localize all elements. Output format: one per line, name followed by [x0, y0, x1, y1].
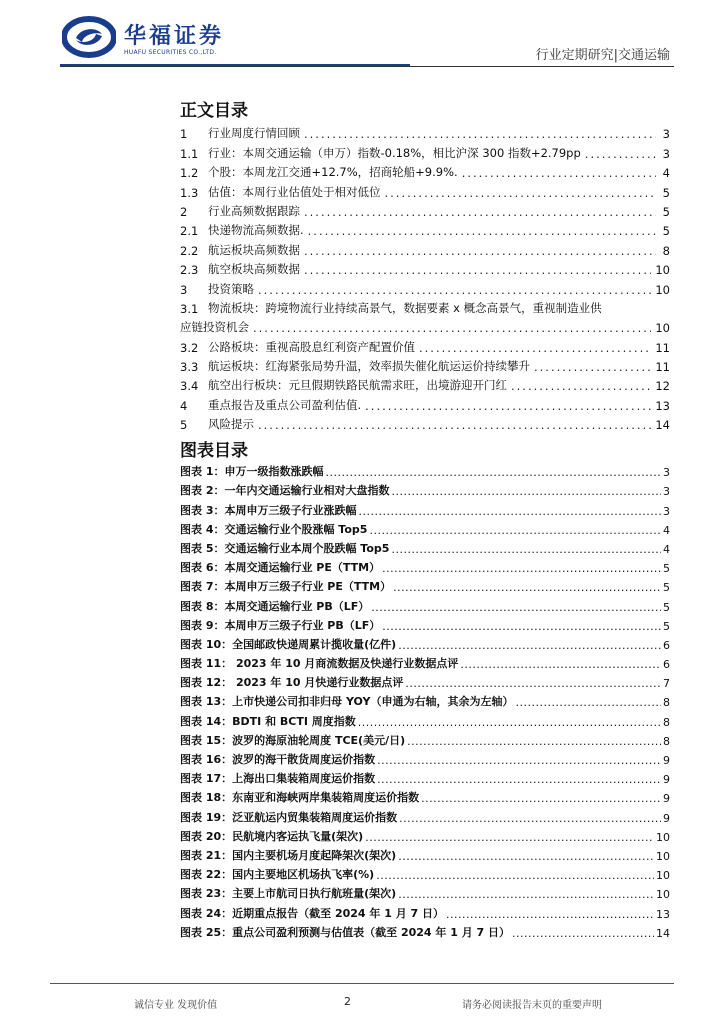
- figure-entry[interactable]: [180, 844, 670, 863]
- figure-entry[interactable]: [180, 786, 670, 805]
- logo-chinese-name: 华福证券: [124, 24, 225, 49]
- figure-leader-dots: [382, 620, 661, 633]
- toc-entry-number: 4: [180, 398, 188, 413]
- toc-entry-page: 14: [655, 418, 670, 433]
- toc-leader-dots: [462, 166, 656, 180]
- toc-entry-number: 1.2: [180, 166, 199, 181]
- toc-entry-page: 5: [662, 185, 670, 200]
- figure-entry-page: 3: [663, 485, 670, 499]
- figure-leader-dots: [405, 677, 661, 690]
- toc-entry-title: 公路板块：重视高股息红利资产配置价值: [208, 339, 415, 354]
- figure-entry[interactable]: [180, 863, 670, 882]
- toc-entry-continuation[interactable]: [180, 316, 670, 335]
- toc-entry-title: 风险提示: [208, 417, 254, 432]
- header-accent-divider: [60, 64, 410, 66]
- figure-leader-dots: [393, 581, 661, 594]
- figure-leader-dots: [325, 466, 661, 479]
- report-category: 行业定期研究|交通运输: [535, 48, 670, 63]
- figure-entry-title: 图表 11： 2023 年 10 月商流数据及快递行业数据点评: [180, 657, 459, 671]
- logo-english-name: HUAFU SECURITIES CO.,LTD.: [124, 49, 217, 56]
- footer-divider: [50, 983, 674, 984]
- figure-entry-title: 图表 5：交通运输行业本周个股跌幅 Top5: [180, 541, 390, 555]
- toc-entry-number: 3.4: [180, 379, 199, 394]
- figure-entry-title: 图表 25：重点公司盈利预测与估值表（截至 2024 年 1 月 7 日）: [180, 925, 511, 939]
- figure-entry-page: 5: [663, 600, 670, 614]
- figure-entry[interactable]: [180, 556, 670, 575]
- footer-slogan: 诚信专业 发现价值: [134, 1000, 218, 1011]
- figure-entry-page: 9: [663, 792, 670, 806]
- figure-entry[interactable]: [180, 671, 670, 690]
- figure-entry-page: 9: [663, 811, 670, 825]
- toc-entry-title: 航空板块高频数据: [208, 262, 300, 277]
- figure-leader-dots: [398, 888, 654, 901]
- toc-entry-number: 3.2: [180, 340, 199, 355]
- figure-entry[interactable]: [180, 537, 670, 556]
- toc-entry-title: 估值：本周行业估值处于相对低位: [208, 184, 381, 199]
- header-divider: [60, 66, 674, 67]
- figure-entry-title: 图表 4：交通运输行业个股涨幅 Top5: [180, 522, 368, 536]
- figure-entry-title: 图表 17：上海出口集装箱周度运价指数: [180, 772, 376, 786]
- figure-entry-title: 图表 9：本周申万三级子行业 PB（LF）: [180, 618, 381, 632]
- toc-entry[interactable]: [180, 413, 670, 432]
- toc-leader-dots: [308, 224, 656, 238]
- figure-entry-title: 图表 16：波罗的海干散货周度运价指数: [180, 753, 376, 766]
- figure-entry[interactable]: [180, 805, 670, 824]
- figure-entry[interactable]: [180, 652, 670, 671]
- figure-leader-dots: [421, 792, 661, 805]
- figure-entry-page: 10: [656, 849, 670, 863]
- figure-leader-dots: [399, 812, 661, 825]
- figure-entry[interactable]: [180, 479, 670, 498]
- toc-entry[interactable]: [180, 297, 670, 316]
- figure-leader-dots: [512, 927, 654, 940]
- toc-heading: 正文目录: [180, 101, 248, 121]
- figure-entry-title: 图表 19：泛亚航运内贸集装箱周度运价指数: [180, 810, 398, 824]
- figure-entry-page: 4: [663, 523, 670, 537]
- figure-entry-page: 6: [663, 638, 670, 652]
- figure-leader-dots: [391, 485, 661, 498]
- figure-entry[interactable]: [180, 882, 670, 901]
- figure-leader-dots: [446, 908, 654, 921]
- toc-entry[interactable]: [180, 277, 670, 296]
- figure-entry-title: 图表 10：全国邮政快递周累计揽收量(亿件): [180, 637, 397, 651]
- figure-entry[interactable]: [180, 614, 670, 633]
- toc-entry-number: 2: [180, 204, 188, 219]
- toc-entry[interactable]: [180, 335, 670, 354]
- figure-leader-dots: [460, 658, 661, 671]
- table-of-contents: [180, 122, 670, 432]
- figure-list: [180, 460, 670, 940]
- toc-leader-dots: [585, 147, 656, 161]
- toc-entry[interactable]: [180, 180, 670, 199]
- toc-entry-page: 12: [655, 379, 670, 394]
- toc-leader-dots: [365, 399, 651, 413]
- toc-entry-number: 3.1: [180, 301, 199, 316]
- figure-leader-dots: [365, 831, 654, 844]
- toc-entry-title: 投资策略: [208, 281, 254, 296]
- figure-entry[interactable]: [180, 767, 670, 786]
- figure-entry[interactable]: [180, 594, 670, 613]
- figure-entry-page: 5: [663, 619, 670, 633]
- toc-entry-page: 5: [662, 204, 670, 219]
- figure-entry-page: 5: [663, 581, 670, 595]
- figure-entry-title: 图表 23：主要上市航司日执行航班量(架次): [180, 887, 397, 901]
- figure-entry[interactable]: [180, 748, 670, 767]
- figure-entry[interactable]: [180, 633, 670, 652]
- figure-leader-dots: [377, 754, 661, 767]
- figure-entry[interactable]: [180, 825, 670, 844]
- figure-entry-title: 图表 15：波罗的海原油轮周度 TCE(美元/日): [180, 733, 406, 747]
- huafu-logo-icon: [62, 16, 116, 58]
- toc-leader-dots: [385, 186, 657, 200]
- figure-entry-page: 5: [663, 562, 670, 576]
- toc-leader-dots: [253, 321, 651, 335]
- footer-disclaimer: 请务必阅读报告末页的重要声明: [462, 1000, 602, 1011]
- toc-entry-number: 1.1: [180, 146, 199, 161]
- toc-entry-number: 2.3: [180, 263, 199, 278]
- toc-leader-dots: [511, 379, 651, 393]
- toc-leader-dots: [304, 263, 651, 277]
- toc-entry-number: 2.1: [180, 224, 199, 239]
- figure-leader-dots: [376, 869, 654, 882]
- figure-entry-title: 图表 24：近期重点报告（截至 2024 年 1 月 7 日）: [180, 906, 445, 920]
- figure-entry-page: 10: [656, 869, 670, 883]
- figure-entry-page: 10: [656, 888, 670, 902]
- toc-entry[interactable]: [180, 141, 670, 160]
- figure-entry-title: 图表 8：本周交通运输行业 PB（LF）: [180, 599, 370, 613]
- figure-entry-title: 图表 3：本周申万三级子行业涨跌幅: [180, 503, 357, 517]
- toc-entry-number: 3: [180, 282, 188, 297]
- toc-leader-dots: [258, 283, 651, 297]
- toc-entry-page: 13: [655, 398, 670, 413]
- company-logo: [62, 16, 242, 62]
- figure-leader-dots: [369, 524, 661, 537]
- figure-leader-dots: [377, 773, 661, 786]
- toc-entry-number: 3.3: [180, 360, 199, 375]
- toc-entry-page: 10: [655, 263, 670, 278]
- toc-entry[interactable]: [180, 393, 670, 412]
- figure-entry-page: 6: [663, 658, 670, 672]
- toc-entry-page: 11: [655, 340, 670, 355]
- figure-entry-title: 图表 12： 2023 年 10 月快递行业数据点评: [180, 676, 404, 690]
- toc-entry[interactable]: [180, 238, 670, 257]
- figure-entry-page: 3: [663, 504, 670, 518]
- toc-entry-title: 航运板块高频数据: [208, 242, 300, 257]
- figure-entry-title: 图表 21：国内主要机场月度起降架次(架次): [180, 848, 397, 862]
- toc-leader-dots: [304, 205, 656, 219]
- toc-entry-title: 航运板块：红海紧张局势升温，效率损失催化航运运价持续攀升: [208, 359, 530, 374]
- toc-entry[interactable]: [180, 161, 670, 180]
- toc-entry-page: 4: [662, 166, 670, 181]
- figure-entry[interactable]: [180, 498, 670, 517]
- toc-entry-number: 1: [180, 127, 188, 142]
- figure-leader-dots: [398, 850, 654, 863]
- figure-entry-title: 图表 6：本周交通运输行业 PE（TTM）: [180, 561, 381, 575]
- toc-entry-title: 行业高频数据跟踪: [208, 203, 300, 218]
- toc-entry-page: 8: [662, 243, 670, 258]
- toc-entry-title: 个股：本周龙江交通+12.7%，招商轮船+9.9%.: [208, 165, 458, 180]
- page-number: 2: [344, 995, 351, 1008]
- toc-entry-title: 重点报告及重点公司盈利估值.: [208, 397, 362, 412]
- toc-leader-dots: [258, 418, 651, 432]
- figure-entry-title: 图表 20：民航境内客运执飞量(架次): [180, 829, 364, 843]
- figure-leader-dots: [398, 639, 661, 652]
- figure-entry-title: 图表 18：东南亚和海峡两岸集装箱周度运价指数: [180, 791, 420, 805]
- figure-leader-dots: [407, 735, 661, 748]
- figure-entry-page: 9: [663, 773, 670, 787]
- toc-entry-page: 11: [655, 360, 670, 375]
- toc-leader-dots: [304, 127, 656, 141]
- figure-entry-page: 8: [663, 715, 670, 729]
- figure-leader-dots: [371, 601, 661, 614]
- figure-entry-title: 图表 13：上市快递公司扣非归母 YOY（申通为右轴，其余为左轴）: [180, 695, 514, 709]
- figure-leader-dots: [391, 543, 661, 556]
- figure-entry-title: 图表 22：国内主要地区机场执飞率(%): [180, 868, 375, 882]
- figure-entry-page: 9: [663, 754, 670, 767]
- figure-entry-page: 14: [656, 926, 670, 940]
- toc-entry[interactable]: [180, 374, 670, 393]
- toc-entry-title: 快递物流高频数据.: [208, 223, 304, 238]
- figure-entry-title: 图表 14：BDTI 和 BCTI 周度指数: [180, 714, 356, 728]
- figure-entry-page: 4: [663, 542, 670, 556]
- toc-entry-title: 物流板块：跨境物流行业持续高景气，数据要素 x 概念高景气，重视制造业供: [208, 300, 602, 315]
- figure-leader-dots: [358, 505, 661, 518]
- toc-entry-title-cont: 应链投资机会: [180, 320, 249, 335]
- figure-leader-dots: [515, 696, 661, 709]
- figure-entry[interactable]: [180, 518, 670, 537]
- figure-entry[interactable]: [180, 729, 670, 748]
- figure-entry[interactable]: [180, 575, 670, 594]
- toc-entry-page: 5: [662, 224, 670, 239]
- figure-entry[interactable]: [180, 709, 670, 728]
- toc-entry[interactable]: [180, 122, 670, 141]
- figure-entry-page: 8: [663, 696, 670, 710]
- toc-entry-title: 航空出行板块：元旦假期铁路民航需求旺，出境游迎开门红: [208, 378, 507, 393]
- figure-entry-page: 7: [663, 677, 670, 691]
- figure-entry-title: 图表 2：一年内交通运输行业相对大盘指数: [180, 484, 390, 498]
- figure-list-heading: 图表目录: [180, 441, 248, 461]
- figure-leader-dots: [358, 716, 661, 729]
- toc-entry-page: 3: [662, 127, 670, 142]
- toc-entry[interactable]: [180, 258, 670, 277]
- figure-entry-title: 图表 7：本周申万三级子行业 PE（TTM）: [180, 580, 392, 594]
- toc-entry-title: 行业周度行情回顾: [208, 126, 300, 141]
- figure-entry-page: 3: [663, 466, 670, 480]
- figure-leader-dots: [382, 562, 661, 575]
- figure-entry[interactable]: [180, 690, 670, 709]
- toc-entry[interactable]: [180, 355, 670, 374]
- toc-leader-dots: [419, 341, 651, 355]
- figure-entry[interactable]: [180, 460, 670, 479]
- figure-entry[interactable]: [180, 921, 670, 940]
- toc-entry-title: 行业：本周交通运输（申万）指数-0.18%，相比沪深 300 指数+2.79pp: [208, 145, 581, 160]
- toc-entry-number: 2.2: [180, 243, 199, 258]
- toc-entry-page: 3: [662, 146, 670, 161]
- toc-leader-dots: [304, 244, 656, 258]
- toc-leader-dots: [534, 360, 651, 374]
- toc-entry-number: 1.3: [180, 185, 199, 200]
- figure-entry-page: 10: [656, 830, 670, 844]
- toc-entry-page: 10: [655, 282, 670, 297]
- toc-entry-number: 5: [180, 418, 188, 433]
- toc-entry[interactable]: [180, 200, 670, 219]
- figure-entry-page: 8: [663, 734, 670, 748]
- figure-entry[interactable]: [180, 901, 670, 920]
- toc-entry[interactable]: [180, 219, 670, 238]
- figure-entry-page: 13: [656, 907, 670, 921]
- toc-entry-page: 10: [655, 321, 670, 336]
- figure-entry-title: 图表 1：申万一级指数涨跌幅: [180, 465, 324, 479]
